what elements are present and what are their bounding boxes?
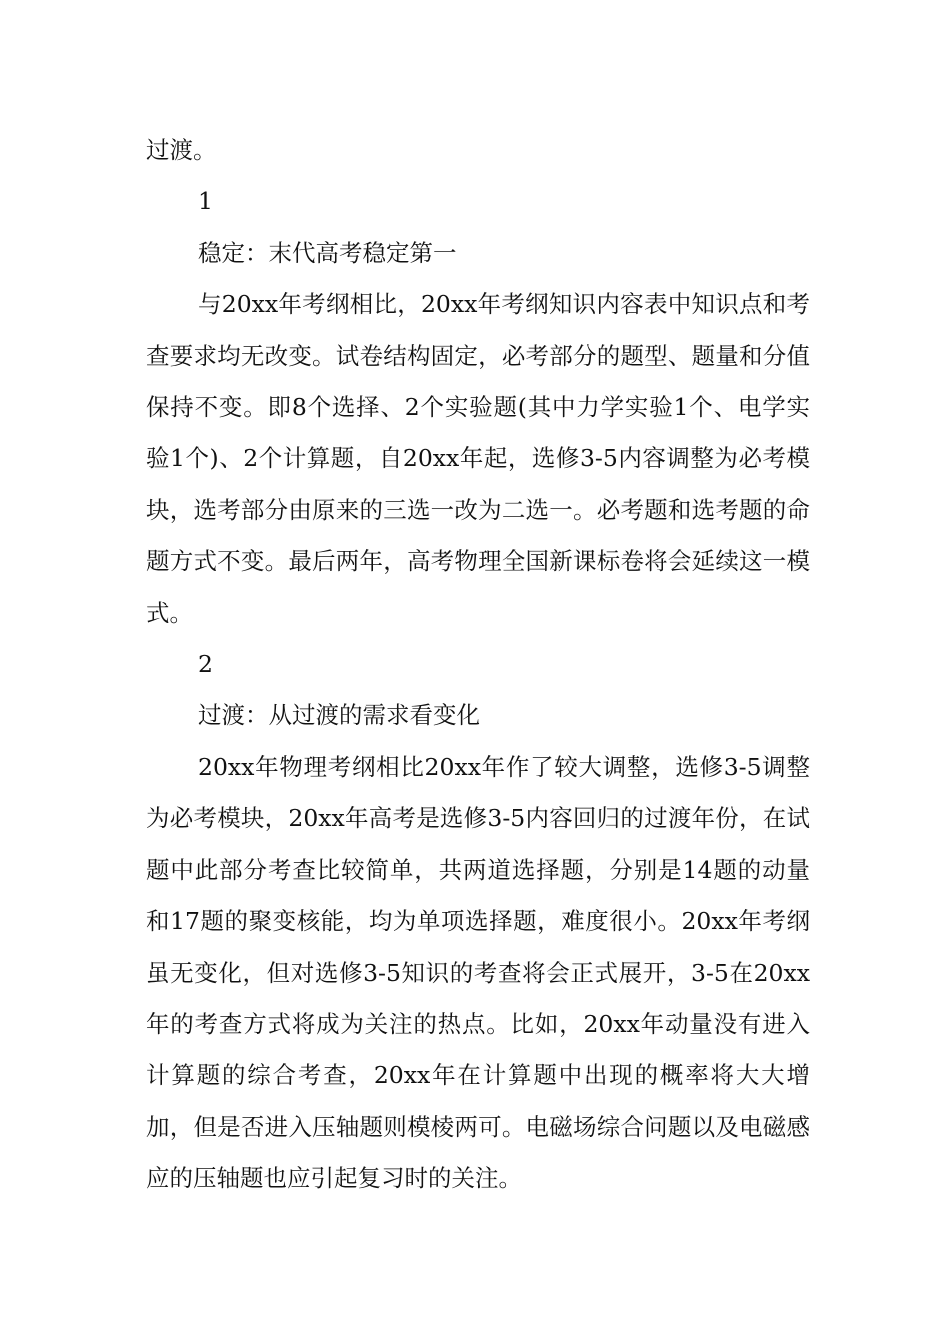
section-heading-transition: 过渡：从过渡的需求看变化 [198, 701, 480, 730]
section-number-1: 1 [198, 187, 213, 216]
paragraph-exam-outline-stable: 与20xx年考纲相比，20xx年考纲知识内容表中知识点和考查要求均无改变。试卷结构固定，必考部分的题型、题量和分值保持不变。即8个选择、2个实验题(其中力学实验1个、电学实验1个)、2个计算题，自20xx年起，选修3-5内容调整为必考模块，选考部分由原来的三选一改为二选一。必考题和选考题的命题方式不变。最后两年，高考物理全国新课标卷将会延续这一模式。 [146, 290, 810, 627]
section-number-2: 2 [198, 650, 213, 679]
paragraph-continuation: 过渡。 [146, 136, 217, 164]
section-heading-stability: 稳定：末代高考稳定第一 [198, 238, 457, 267]
document-body [146, 125, 810, 1205]
paragraph-transition-changes: 20xx年物理考纲相比20xx年作了较大调整，选修3-5调整为必考模块，20xx年高考是选修3-5内容回归的过渡年份，在试题中此部分考查比较简单，共两道选择题，分别是14题的动量和17题的聚变核能，均为单项选择题，难度很小。20xx年考纲虽无变化，但对选修3-5知识的考查将会正式展开，3-5在20xx年的考查方式将成为关注的热点。比如，20xx年动量没有进入计算题的综合考查，20xx年在计算题中出现的概率将大大增加，但是否进入压轴题则模棱两可。电磁场综合问题以及电磁感应的压轴题也应引起复习时的关注。 [146, 752, 810, 1193]
